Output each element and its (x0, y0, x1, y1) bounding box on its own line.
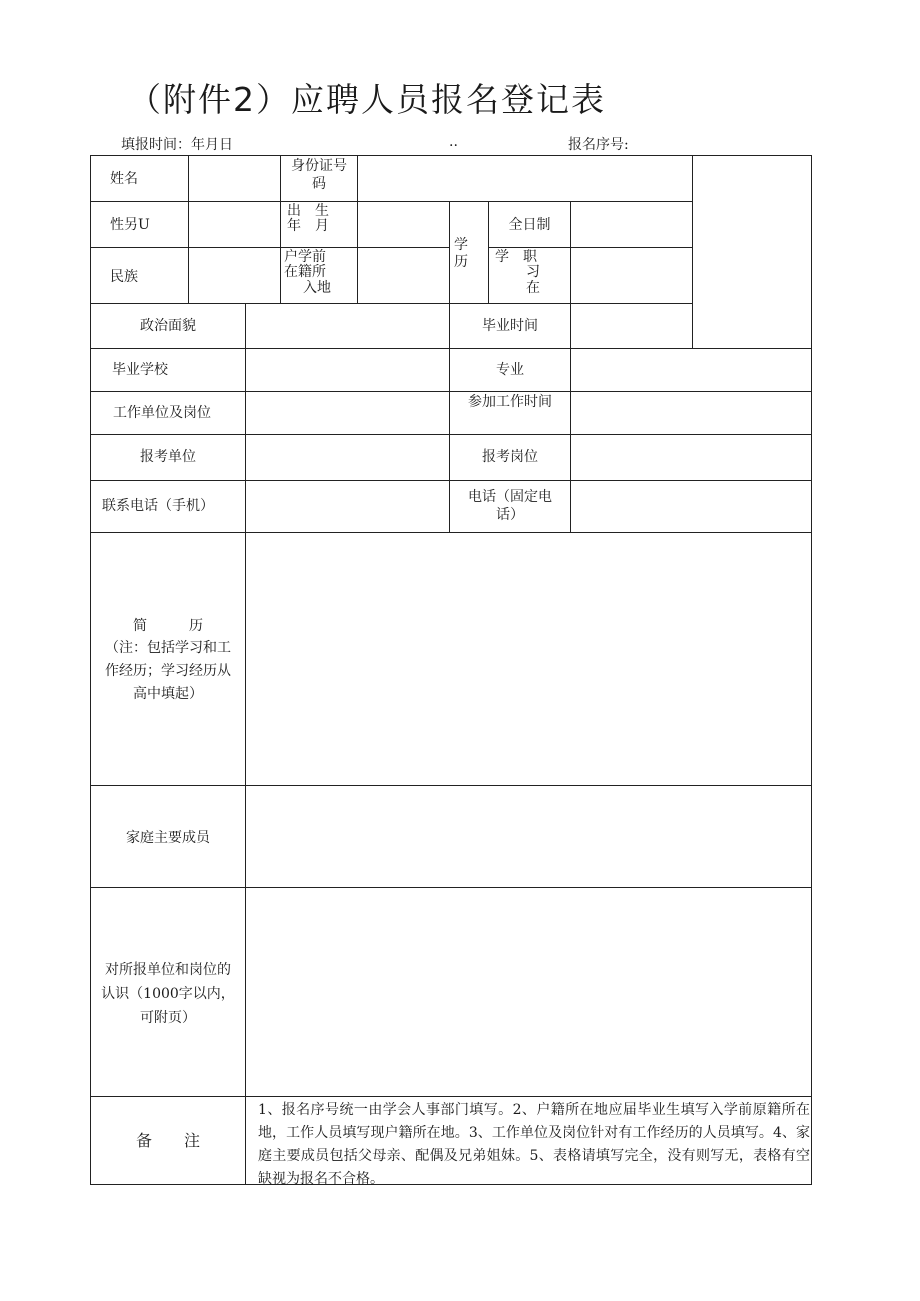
work-start-label: 参加工作时间 (468, 394, 552, 410)
recognition-label: 对所报单位和岗位的 (105, 962, 231, 978)
gender-field[interactable] (190, 203, 279, 246)
recognition-label: 认识（1000字以内， (101, 986, 235, 1002)
fill-time-label: 填报时间：年月日 (121, 137, 233, 153)
hukou-label: 入地 (303, 280, 331, 296)
hukou-label: 户学前 (284, 249, 326, 265)
birth-label: 年 月 (287, 218, 329, 234)
resume-note: 作经历；学习经历从 (105, 663, 231, 679)
school-field[interactable] (247, 350, 448, 390)
work-unit-label: 工作单位及岗位 (113, 405, 211, 421)
ethnicity-field[interactable] (190, 249, 279, 302)
parttime-label: 在 (526, 280, 540, 296)
remarks-text: 1、报名序号统一由学会人事部门填写。2、户籍所在地应届毕业生填写入学前原籍所在地，工作人员填写现户籍所在地。3、工作单位及岗位针对有工作经历的人员填写。4、家庭主要成员包括父母亲、配偶及兄弟姐妹。5、表格请填写完全，没有则写无，表格有空缺视为报名不合格。 (258, 1102, 810, 1187)
birth-field[interactable] (359, 203, 448, 246)
remarks-label: 备 注 (135, 1131, 200, 1150)
major-label: 专业 (496, 362, 524, 378)
apply-unit-label: 报考单位 (140, 449, 196, 465)
apply-post-field[interactable] (572, 436, 810, 479)
mobile-field[interactable] (247, 482, 448, 531)
table-line (90, 1096, 812, 1097)
school-label: 毕业学校 (112, 362, 168, 378)
mobile-label: 联系电话（手机） (102, 498, 214, 514)
table-line (245, 303, 246, 1185)
phone-label: 电话（固定电 (468, 489, 552, 505)
table-line (90, 532, 812, 533)
table-line (90, 887, 812, 888)
grad-time-label: 毕业时间 (482, 318, 538, 334)
parttime-field[interactable] (572, 249, 691, 302)
page-title: （附件2）应聘人员报名登记表 (128, 80, 606, 119)
major-field[interactable] (572, 350, 810, 390)
table-line (90, 785, 812, 786)
table-line (90, 391, 812, 392)
table-line (90, 434, 812, 435)
recognition-label: 可附页） (140, 1010, 196, 1026)
table-line (570, 303, 571, 533)
table-line (90, 480, 812, 481)
name-field[interactable] (190, 157, 279, 200)
fulltime-field[interactable] (572, 203, 691, 246)
table-line (90, 155, 812, 156)
table-line (90, 247, 449, 248)
resume-note: 高中填起） (133, 686, 203, 702)
resume-field[interactable] (247, 534, 810, 784)
table-line (188, 155, 189, 304)
grad-time-field[interactable] (572, 305, 691, 347)
political-field[interactable] (247, 305, 448, 347)
table-line (90, 348, 812, 349)
education-label: 学历 (454, 237, 468, 270)
hukou-label: 在籍所 (284, 264, 326, 280)
hukou-field[interactable] (359, 249, 448, 302)
fulltime-label: 全日制 (508, 217, 551, 233)
table-line (570, 201, 571, 304)
recognition-field[interactable] (247, 889, 810, 1095)
apply-post-label: 报考岗位 (482, 449, 538, 465)
table-line (90, 201, 693, 202)
resume-note: （注：包括学习和工 (105, 640, 231, 656)
table-line (811, 155, 812, 1185)
apply-unit-field[interactable] (247, 436, 448, 479)
id-number-label: 身份证号 (291, 158, 347, 174)
family-field[interactable] (247, 787, 810, 886)
ethnicity-label: 民族 (110, 269, 138, 285)
phone-label: 话） (496, 507, 524, 523)
parttime-label: 习 (526, 264, 540, 280)
parttime-label: 学 职 (495, 249, 537, 265)
political-label: 政治面貌 (140, 318, 196, 334)
id-number-field[interactable] (359, 157, 691, 200)
table-line (449, 201, 450, 304)
name-label: 姓名 (110, 171, 138, 187)
table-line (90, 303, 693, 304)
resume-label: 简 历 (133, 618, 203, 634)
id-number-label: 码 (312, 176, 326, 192)
gender-label: 性另U (110, 217, 150, 233)
family-label: 家庭主要成员 (126, 830, 210, 846)
work-unit-field[interactable] (247, 393, 448, 433)
dots: .. (449, 134, 458, 150)
birth-label: 出 生 (287, 203, 329, 219)
table-line (357, 155, 358, 304)
phone-field[interactable] (572, 482, 810, 531)
photo-area[interactable] (694, 157, 810, 347)
table-line (692, 155, 693, 349)
work-start-field[interactable] (572, 393, 810, 433)
serial-label: 报名序号: (568, 137, 629, 153)
